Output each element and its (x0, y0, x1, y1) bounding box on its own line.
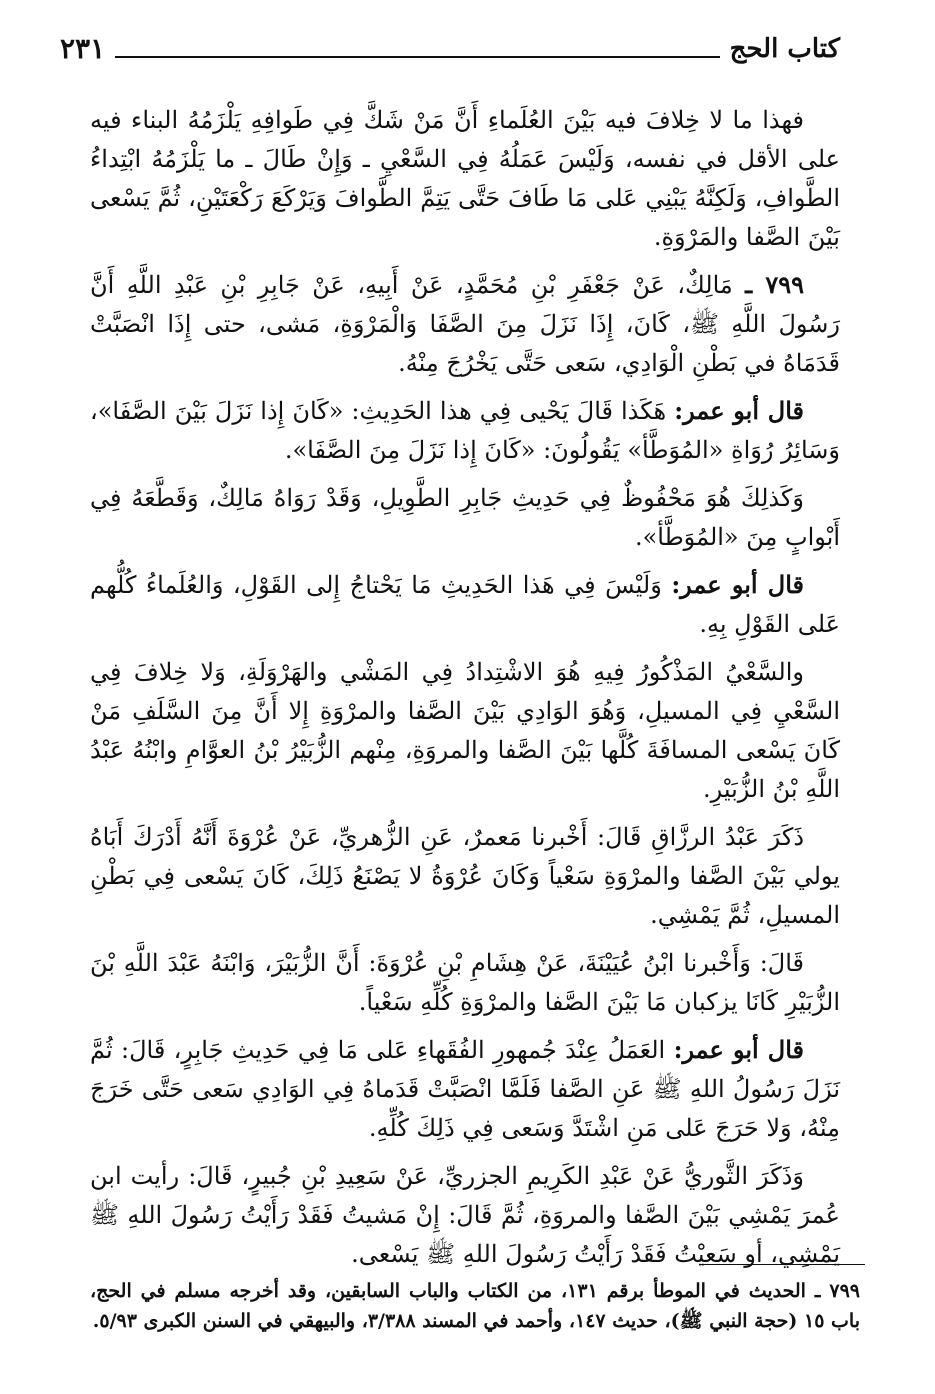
running-header (60, 28, 840, 64)
paragraph-text: وَكَذلِكَ هُوَ مَحْفُوظٌ فِي حَدِيثِ جَابِرِ الطَّوِيلِ، وَقَدْ رَوَاهُ مَالِكٌ، وَقَطَّعَهُ فِي أَبْوابٍ مِنَ «المُوَطَّأ». (90, 484, 840, 551)
footnotes (90, 1276, 860, 1336)
paragraph-lead: قال أبو عمر: (673, 1035, 804, 1064)
paragraph-text: العَمَلُ عِنْدَ جُمهورِ الفُقَهاءِ عَلى مَا فِي حَدِيثِ جَابِرٍ، قَالَ: ثُمَّ نَزَلَ رَسُولُ اللهِ ﷺ عَنِ الصَّفا فَلَمَّا انْصَبَّتْ قَدَماهُ فِي الوَادِي سَعى حَتَّى خَرَجَ مِنْهُ، وَلا حَرَجَ عَلى مَنِ اشْتَدَّ وَسَعى فِي ذَلِكَ كُلِّهِ. (90, 1036, 840, 1142)
paragraph-text: ذَكَرَ عَبْدُ الرزَّاقِ قَالَ: أَخْبرنا مَعمرٌ، عَنِ الزُّهريِّ، عَنْ عُرْوَةَ أَنَّهُ أَدْرَكَ أَبَاهُ يولي بَيْنَ الصَّفا والمرْوَةِ سَعْياً وَكَانَ عُرْوَةُ لا يَصْنَعُ ذَلِكَ، كَانَ يَسْعى فِي بَطْنِ المسيلِ، ثُمَّ يَمْشِي. (90, 823, 840, 929)
paragraph (90, 652, 840, 809)
paragraph-text: وَلَيْسَ فِي هَذا الحَدِيثِ مَا يَحْتاجُ إِلى القَوْلِ، وَالعُلَماءُ كُلُّهم عَلى القَوْلِ بِهِ. (90, 571, 840, 638)
paragraph-text: فهذا ما لا خِلافَ فيه بَيْنَ العُلَماءِ أَنَّ مَنْ شَكَّ فِي طَوافِهِ يَلْزَمُهُ البناء فيه على الأقل في نفسه، وَلَيْسَ عَمَلُهُ فِي السَّعْيِ ـ وَإِنْ طَالَ ـ ما يَلْزَمُهُ ابْتِداءُ الطَّوافِ، وَلَكِنَّهُ يَبْنِي عَلى مَا طَافَ حَتَّى يَتِمَّ الطَّوافَ وَيَرْكَعَ رَكْعَتَيْنِ، ثُمَّ يَسْعى بَيْنَ الصَّفا والمَرْوَةِ. (90, 106, 840, 251)
main-text (90, 100, 840, 1282)
paragraph (90, 565, 840, 644)
paragraph (90, 478, 840, 557)
paragraph-text: والسَّعْيُ المَذْكُورُ فِيهِ هُوَ الاشْتِدادُ فِي المَشْي والهَرْوَلَةِ، وَلا خِلافَ فِي السَّعْيِ فِي المسيلِ، وَهُوَ الوَادِي بَيْنَ الصَّفا والمرْوَةِ إِلا أَنَّ مِنَ السَّلَفِ مَنْ كَانَ يَسْعى المسافَةَ كُلَّها بَيْنَ الصَّفا والمروَةِ، مِنْهم الزُّبَيْرُ بْنُ العوَّامِ وابْنُهُ عَبْدُ اللَّهِ بْنُ الزُّبَيْرِ. (90, 658, 840, 803)
paragraph (90, 817, 840, 935)
paragraph (90, 391, 840, 470)
book-title: كتاب الحج (729, 34, 840, 64)
paragraph (90, 1156, 840, 1274)
paragraph-lead: قال أبو عمر: (671, 570, 804, 599)
paragraph-lead: قال أبو عمر: (674, 396, 804, 425)
page-number: ٢٣١ (60, 32, 106, 65)
paragraph-text: قَالَ: وَأَخْبرنا ابْنُ عُيَيْنَةَ، عَنْ هِشَامِ بْنِ عُرْوَةَ: أَنَّ الزُّبَيْرَ، وَابْنَهُ عَبْدَ اللَّهِ بْنَ الزُّبَيْرِ كَانَا يزكبان مَا بَيْنَ الصَّفا والمرْوَةِ كُلِّهِ سَعْياً. (90, 949, 840, 1016)
footnote-divider (700, 1264, 865, 1265)
paragraph (90, 943, 840, 1022)
header-rule (115, 56, 719, 58)
paragraph-text: هَكَذا قَالَ يَحْيى فِي هذا الحَدِيثِ: «كَانَ إِذا نَزَلَ بَيْنَ الصَّفَا»، وَسَائِرُ رُوَاةِ «المُوَطَّأ» يَقُولُونَ: «كَانَ إِذا نَزَلَ مِنَ الصَّفَا». (90, 397, 840, 464)
hadith-number: ٧٩٩ ـ (745, 270, 804, 299)
paragraph-text: وَذَكَرَ الثَّوريُّ عَنْ عَبْدِ الكَرِيمِ الجزريِّ، عَنْ سَعِيدِ بْنِ جُبيرٍ، قَالَ: رأيت ابن عُمرَ يَمْشِي بَيْنَ الصَّفا والمروَةِ، ثُمَّ قَالَ: إِنْ مَشيتُ فَقَدْ رَأَيْتُ رَسُولَ اللهِ ﷺ يَمْشِي، أو سَعيْتُ فَقَدْ رَأَيْتُ رَسُولَ اللهِ ﷺ يَسْعى. (90, 1162, 840, 1268)
paragraph-text: مَالِكٌ، عَنْ جَعْفَرِ بْنِ مُحَمَّدٍ، عَنْ أَبِيهِ، عَنْ جَابِرِ بْنِ عَبْدِ اللَّهِ أَنَّ رَسُولَ اللَّهِ ﷺ، كَانَ، إِذَا نَزَلَ مِنَ الصَّفَا وَالْمَرْوَةِ، مَشى، حتى إِذَا انْصَبَّتْ قَدَمَاهُ في بَطْنِ الْوَادِي، سَعى حَتَّى يَخْرُجَ مِنْهُ. (90, 271, 840, 377)
paragraph (90, 265, 840, 383)
footnote: ٧٩٩ ـ الحديث في الموطأ برقم ١٣١، من الكتاب والباب السابقين، وقد أخرجه مسلم في الحج، باب ١٥ (حجة النبي ﷺ)، حديث ١٤٧، وأحمد في المسند ٣/٣٨٨، والبيهقي في السنن الكبرى ٥/٩٣. (90, 1280, 861, 1332)
paragraph (90, 100, 840, 257)
paragraph (90, 1030, 840, 1148)
